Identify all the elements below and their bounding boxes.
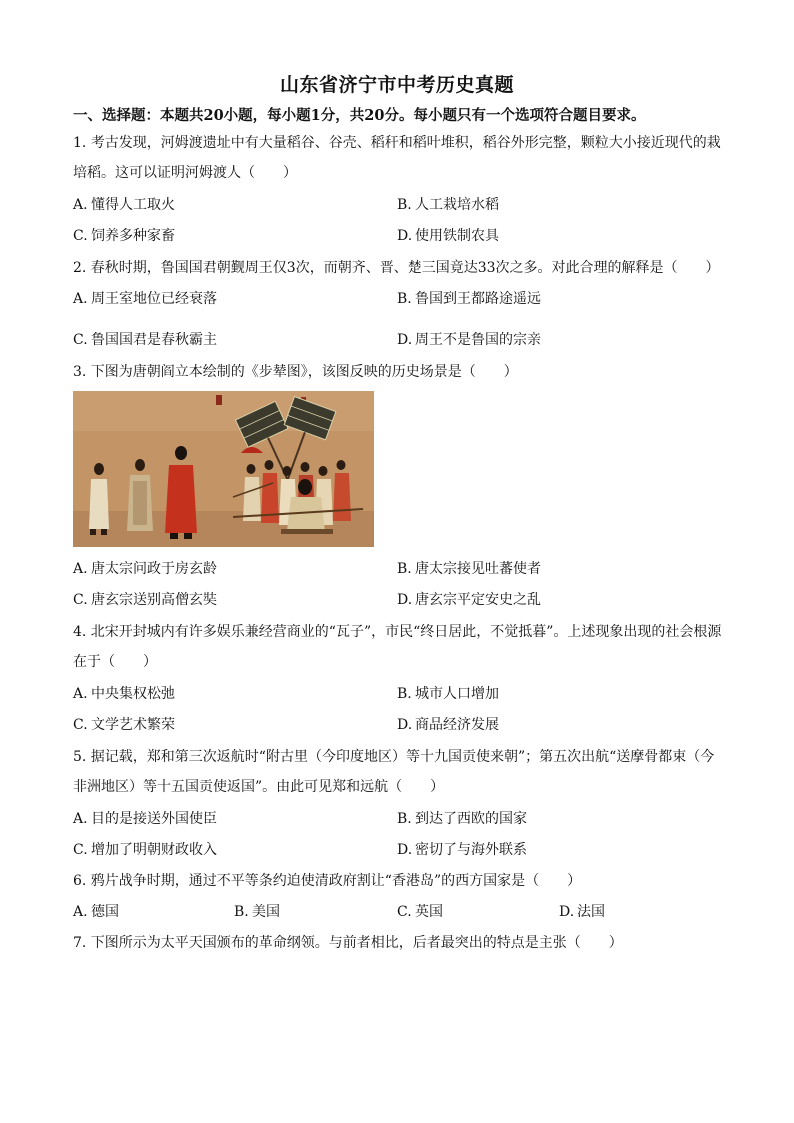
q4-option-c[interactable] [73, 715, 175, 735]
question-2-stem: 2. 春秋时期，鲁国国君朝觐周王仅3次，而朝齐、晋、楚三国竟达33次之多。对此合理的解释是（ ） [73, 260, 720, 276]
q3-option-b[interactable] [397, 559, 541, 579]
question-4-stem: 4. 北宋开封城内有许多娱乐兼经营商业的“瓦子”，市民“终日居此，不觉抵暮”。上述现象出现的社会根源在于（ ） [73, 624, 722, 670]
painting-illustration [73, 391, 374, 547]
q2-option-a[interactable] [73, 289, 217, 309]
option-letter: B. [397, 291, 412, 307]
question-1-stem: 1. 考古发现，河姆渡遗址中有大量稻谷、谷壳、稻秆和稻叶堆积，稻谷外形完整，颗粒大小接近现代的栽培稻。这可以证明河姆渡人（ ） [73, 135, 721, 181]
option-text: 唐太宗问政于房玄龄 [91, 561, 217, 577]
q6-option-b[interactable] [234, 902, 280, 922]
option-text: 鲁国国君是春秋霸主 [91, 332, 217, 348]
option-letter: A. [73, 811, 88, 827]
option-text: 中央集权松弛 [91, 686, 175, 702]
option-text: 法国 [577, 904, 605, 920]
option-text: 美国 [252, 904, 280, 920]
option-text: 英国 [415, 904, 443, 920]
option-text: 增加了明朝财政收入 [91, 842, 217, 858]
option-letter: A. [73, 904, 88, 920]
q4-option-b[interactable] [397, 684, 499, 704]
option-text: 文学艺术繁荣 [91, 717, 175, 733]
option-text: 城市人口增加 [415, 686, 499, 702]
q3-option-a[interactable] [73, 559, 217, 579]
option-text: 鲁国到王都路途遥远 [415, 291, 541, 307]
question-5-stem: 5. 据记载，郑和第三次返航时“附古里（今印度地区）等十九国贡使来朝”；第五次出航“送摩骨都束（今非洲地区）等十五国贡使返国”。由此可见郑和远航（ ） [73, 749, 715, 795]
section-heading: 一、选择题：本题共20小题，每小题1分，共20分。每小题只有一个选项符合题目要求。 [73, 107, 646, 124]
q1-option-c[interactable] [73, 226, 175, 246]
option-letter: B. [234, 904, 249, 920]
option-text: 饲养多种家畜 [91, 228, 175, 244]
option-letter: D. [559, 904, 575, 920]
option-letter: D. [397, 332, 413, 348]
option-text: 目的是接送外国使臣 [91, 811, 217, 827]
option-letter: A. [73, 291, 88, 307]
question-6-stem: 6. 鸦片战争时期，通过不平等条约迫使清政府割让“香港岛”的西方国家是（ ） [73, 873, 582, 889]
q2-option-d[interactable] [397, 330, 541, 350]
option-letter: C. [73, 228, 88, 244]
option-letter: D. [397, 228, 413, 244]
exam-title: 山东省济宁市中考历史真题 [279, 74, 514, 96]
option-text: 唐玄宗送别高僧玄奘 [91, 592, 217, 608]
q4-option-d[interactable] [397, 715, 499, 735]
option-text: 人工栽培水稻 [415, 197, 499, 213]
option-letter: B. [397, 686, 412, 702]
option-text: 商品经济发展 [415, 717, 499, 733]
question-3-stem: 3. 下图为唐朝阎立本绘制的《步辇图》，该图反映的历史场景是（ ） [73, 364, 518, 380]
option-letter: C. [73, 717, 88, 733]
q6-option-d[interactable] [559, 902, 605, 922]
option-letter: B. [397, 197, 412, 213]
option-text: 使用铁制农具 [415, 228, 499, 244]
q1-option-a[interactable] [73, 195, 175, 215]
q5-option-b[interactable] [397, 809, 527, 829]
option-text: 周王室地位已经衰落 [91, 291, 217, 307]
q5-option-a[interactable] [73, 809, 217, 829]
option-letter: B. [397, 561, 412, 577]
option-letter: C. [73, 592, 88, 608]
option-letter: A. [73, 561, 88, 577]
q1-option-b[interactable] [397, 195, 499, 215]
q1-option-d[interactable] [397, 226, 499, 246]
option-text: 周王不是鲁国的宗亲 [415, 332, 541, 348]
bunian-painting-image [73, 391, 374, 547]
option-letter: C. [397, 904, 412, 920]
q2-option-b[interactable] [397, 289, 541, 309]
option-letter: A. [73, 197, 88, 213]
q3-option-c[interactable] [73, 590, 217, 610]
q6-option-a[interactable] [73, 902, 119, 922]
q4-option-a[interactable] [73, 684, 175, 704]
q6-option-c[interactable] [397, 902, 443, 922]
option-letter: D. [397, 717, 413, 733]
option-letter: B. [397, 811, 412, 827]
option-letter: A. [73, 686, 88, 702]
option-letter: D. [397, 842, 413, 858]
option-text: 德国 [91, 904, 119, 920]
q5-option-d[interactable] [397, 840, 527, 860]
option-text: 密切了与海外联系 [415, 842, 527, 858]
question-7-stem: 7. 下图所示为太平天国颁布的革命纲领。与前者相比，后者最突出的特点是主张（ ） [73, 935, 623, 951]
q5-option-c[interactable] [73, 840, 217, 860]
option-text: 到达了西欧的国家 [415, 811, 527, 827]
option-text: 懂得人工取火 [91, 197, 175, 213]
q2-option-c[interactable] [73, 330, 217, 350]
option-letter: D. [397, 592, 413, 608]
option-text: 唐太宗接见吐蕃使者 [415, 561, 541, 577]
q3-option-d[interactable] [397, 590, 541, 610]
option-letter: C. [73, 842, 88, 858]
option-text: 唐玄宗平定安史之乱 [415, 592, 541, 608]
option-letter: C. [73, 332, 88, 348]
